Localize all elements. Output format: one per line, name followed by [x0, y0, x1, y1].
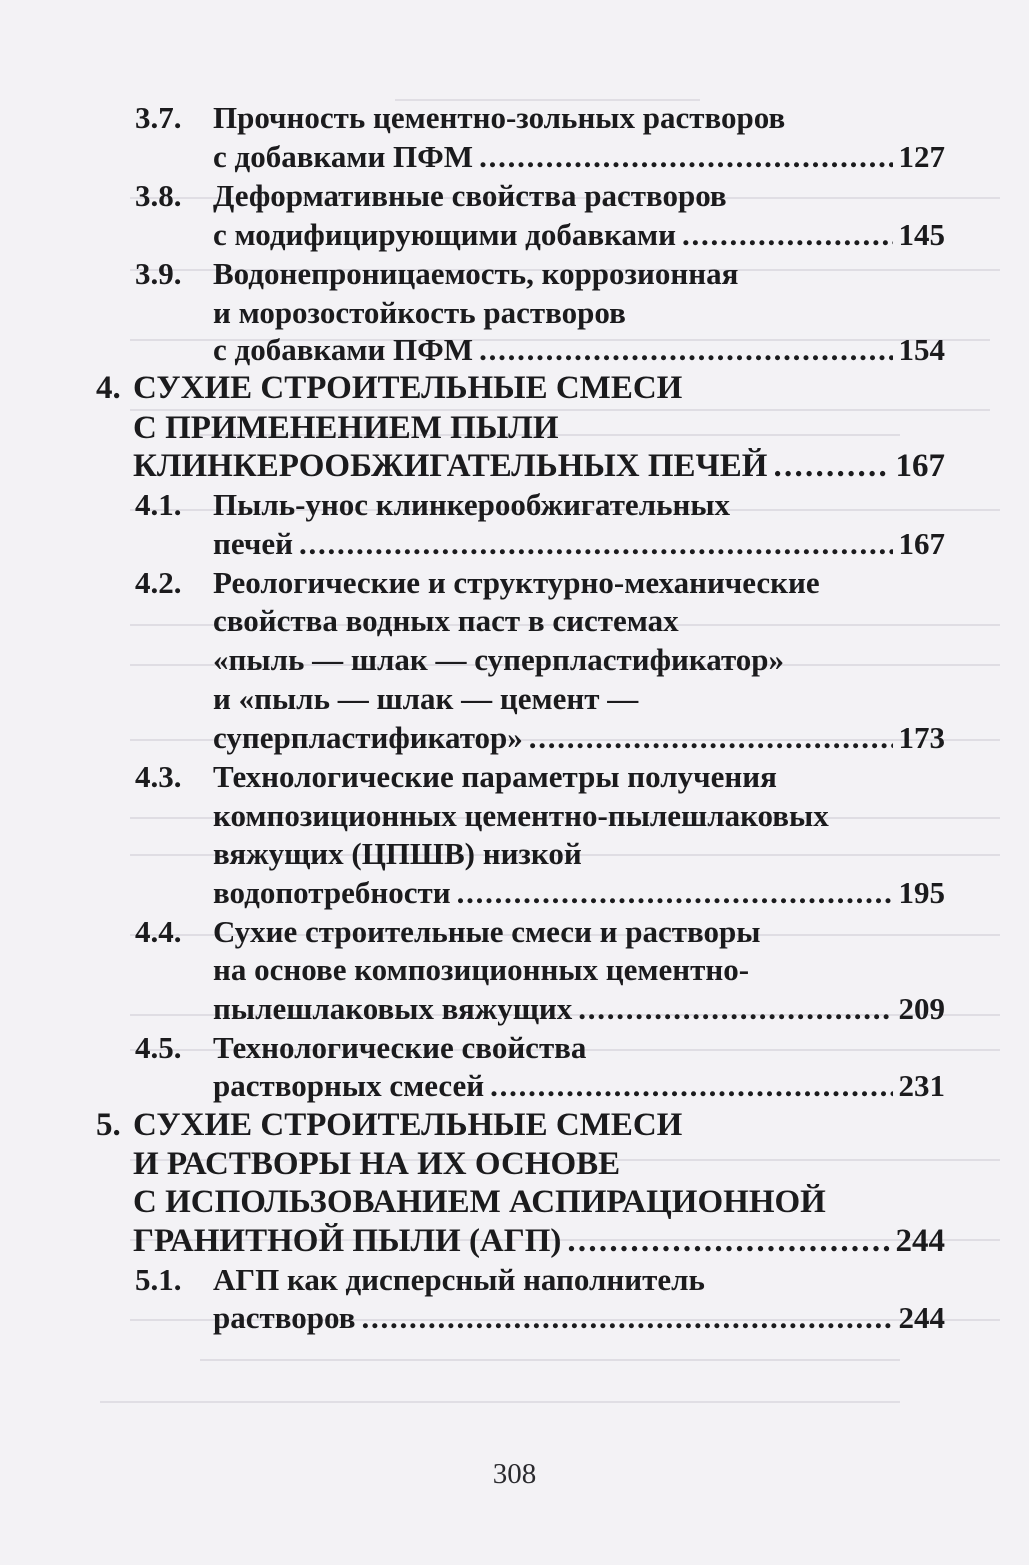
- toc-entry-title-line: Сухие строительные смеси и растворы: [213, 914, 761, 949]
- toc-entry-3-9-last[interactable]: [213, 330, 945, 370]
- toc-page-number: 244: [895, 1223, 945, 1259]
- toc-page-number: 244: [898, 1300, 945, 1335]
- toc-entry-title-line: Водонепроницаемость, коррозионная: [213, 256, 739, 291]
- dot-leader: [490, 1066, 892, 1106]
- toc-entry-number: 4.1.: [135, 487, 182, 522]
- toc-entry-title-line: композиционных цементно-пылешлаковых: [213, 798, 829, 833]
- toc-entry-title-line: печей: [213, 526, 293, 561]
- toc-chapter-5-last[interactable]: [133, 1221, 945, 1261]
- toc-entry-title-line: растворных смесей: [213, 1068, 485, 1103]
- toc-entry-4-1[interactable]: [135, 485, 945, 525]
- toc-entry-4-2-line3: [213, 640, 945, 680]
- dot-leader: [578, 989, 892, 1029]
- toc-page-number: 231: [898, 1068, 945, 1103]
- dot-leader: [773, 446, 889, 486]
- toc-entry-title-line: АГП как дисперсный наполнитель: [213, 1262, 705, 1297]
- dot-leader: [529, 718, 893, 758]
- toc-chapter-title-line: ГРАНИТНОЙ ПЫЛИ (АГП): [133, 1223, 562, 1259]
- toc-entry-4-3-line2: [213, 796, 945, 836]
- toc-entry-title-line: «пыль — шлак — суперпластификатор»: [213, 642, 785, 677]
- toc-entry-number: 4.2.: [135, 565, 182, 600]
- toc-chapter-title-line: СУХИЕ СТРОИТЕЛЬНЫЕ СМЕСИ: [133, 370, 683, 406]
- toc-chapter-number: 4.: [96, 370, 121, 406]
- dot-leader: [457, 873, 893, 913]
- toc-chapter-5-line2: [133, 1144, 945, 1184]
- toc-page-number: 127: [898, 139, 945, 174]
- toc-entry-4-3-line3: [213, 834, 945, 874]
- toc-entry-title-line: Реологические и структурно-механические: [213, 565, 820, 600]
- toc-entry-title-line: водопотребности: [213, 875, 451, 910]
- toc-chapter-title-line: СУХИЕ СТРОИТЕЛЬНЫЕ СМЕСИ: [133, 1107, 683, 1143]
- toc-entry-4-5[interactable]: [135, 1028, 945, 1068]
- toc-entry-4-2-line2: [213, 601, 945, 641]
- toc-chapter-title-line: КЛИНКЕРООБЖИГАТЕЛЬНЫХ ПЕЧЕЙ: [133, 448, 768, 484]
- toc-entry-5-1-last[interactable]: [213, 1298, 945, 1338]
- toc-chapter-title-line: С ИСПОЛЬЗОВАНИЕМ АСПИРАЦИОННОЙ: [133, 1184, 826, 1220]
- toc-entry-title-line: Пыль-унос клинкерообжигательных: [213, 487, 731, 522]
- toc-entry-number: 4.4.: [135, 914, 182, 949]
- toc-entry-3-9-line2: [213, 293, 945, 333]
- toc-entry-title-line: Технологические свойства: [213, 1030, 587, 1065]
- toc-chapter-title-line: И РАСТВОРЫ НА ИХ ОСНОВЕ: [133, 1146, 621, 1182]
- toc-entry-title-line: с модифицирующими добавками: [213, 217, 676, 252]
- toc-page-number: 173: [898, 720, 945, 755]
- toc-entry-4-3-last[interactable]: [213, 873, 945, 913]
- toc-entry-title-line: на основе композиционных цементно-: [213, 952, 750, 987]
- toc-page-number: 145: [898, 217, 945, 252]
- toc-entry-number: 3.7.: [135, 100, 182, 135]
- toc-entry-title-line: и «пыль — шлак — цемент —: [213, 681, 639, 716]
- toc-entry-title-line: суперпластификатор»: [213, 720, 523, 755]
- toc-chapter-4-line2: [133, 408, 945, 448]
- dot-leader: [479, 330, 892, 370]
- toc-entry-3-8-last[interactable]: [213, 215, 945, 255]
- toc-entry-4-2-line4: [213, 679, 945, 719]
- toc-entry-4-2-last[interactable]: [213, 718, 945, 758]
- toc-entry-title-line: Прочность цементно-зольных растворов: [213, 100, 786, 135]
- toc-entry-number: 3.9.: [135, 256, 182, 291]
- toc-entry-3-9[interactable]: [135, 254, 945, 294]
- toc-entry-4-1-last[interactable]: [213, 524, 945, 564]
- toc-entry-number: 4.3.: [135, 759, 182, 794]
- toc-chapter-number: 5.: [96, 1107, 121, 1143]
- toc-page-number: 154: [898, 332, 945, 367]
- toc-entry-title-line: Деформативные свойства растворов: [213, 178, 727, 213]
- toc-page-number: 195: [898, 875, 945, 910]
- page-number-footer: 308: [492, 1458, 537, 1490]
- toc-entry-title-line: вяжущих (ЦПШВ) низкой: [213, 836, 582, 871]
- toc-entry-4-4[interactable]: [135, 912, 945, 952]
- dot-leader: [299, 524, 893, 564]
- toc-entry-title-line: Технологические параметры получения: [213, 759, 777, 794]
- toc-entry-title-line: растворов: [213, 1300, 356, 1335]
- toc-entry-3-8[interactable]: [135, 176, 945, 216]
- dot-leader: [567, 1221, 889, 1261]
- toc-entry-3-7[interactable]: [135, 98, 945, 138]
- toc-entry-number: 3.8.: [135, 178, 182, 213]
- toc-entry-title-line: свойства водных паст в системах: [213, 603, 679, 638]
- toc-entry-4-5-last[interactable]: [213, 1066, 945, 1106]
- toc-page-number: 167: [898, 526, 945, 561]
- toc-entry-title-line: пылешлаковых вяжущих: [213, 991, 573, 1026]
- toc-entry-3-7-last[interactable]: [213, 137, 945, 177]
- toc-chapter-4-last[interactable]: [133, 446, 945, 486]
- toc-entry-title-line: с добавками ПФМ: [213, 139, 474, 174]
- toc-entry-5-1[interactable]: [135, 1260, 945, 1300]
- toc-entry-4-4-last[interactable]: [213, 989, 945, 1029]
- toc-chapter-5[interactable]: [96, 1105, 945, 1145]
- toc-entry-4-2[interactable]: [135, 563, 945, 603]
- toc-chapter-title-line: С ПРИМЕНЕНИЕМ ПЫЛИ: [133, 410, 559, 446]
- toc-chapter-5-line3: [133, 1182, 945, 1222]
- toc-entry-title-line: и морозостойкость растворов: [213, 295, 626, 330]
- toc-chapter-4[interactable]: [96, 368, 945, 408]
- toc-entry-4-4-line2: [213, 950, 945, 990]
- toc-page-number: 209: [898, 991, 945, 1026]
- toc-page-number: 167: [895, 448, 945, 484]
- dot-leader: [361, 1298, 892, 1338]
- toc-entry-number: 5.1.: [135, 1262, 182, 1297]
- toc-entry-4-3[interactable]: [135, 757, 945, 797]
- toc-entry-title-line: с добавками ПФМ: [213, 332, 474, 367]
- dot-leader: [682, 215, 893, 255]
- dot-leader: [479, 137, 892, 177]
- toc-entry-number: 4.5.: [135, 1030, 182, 1065]
